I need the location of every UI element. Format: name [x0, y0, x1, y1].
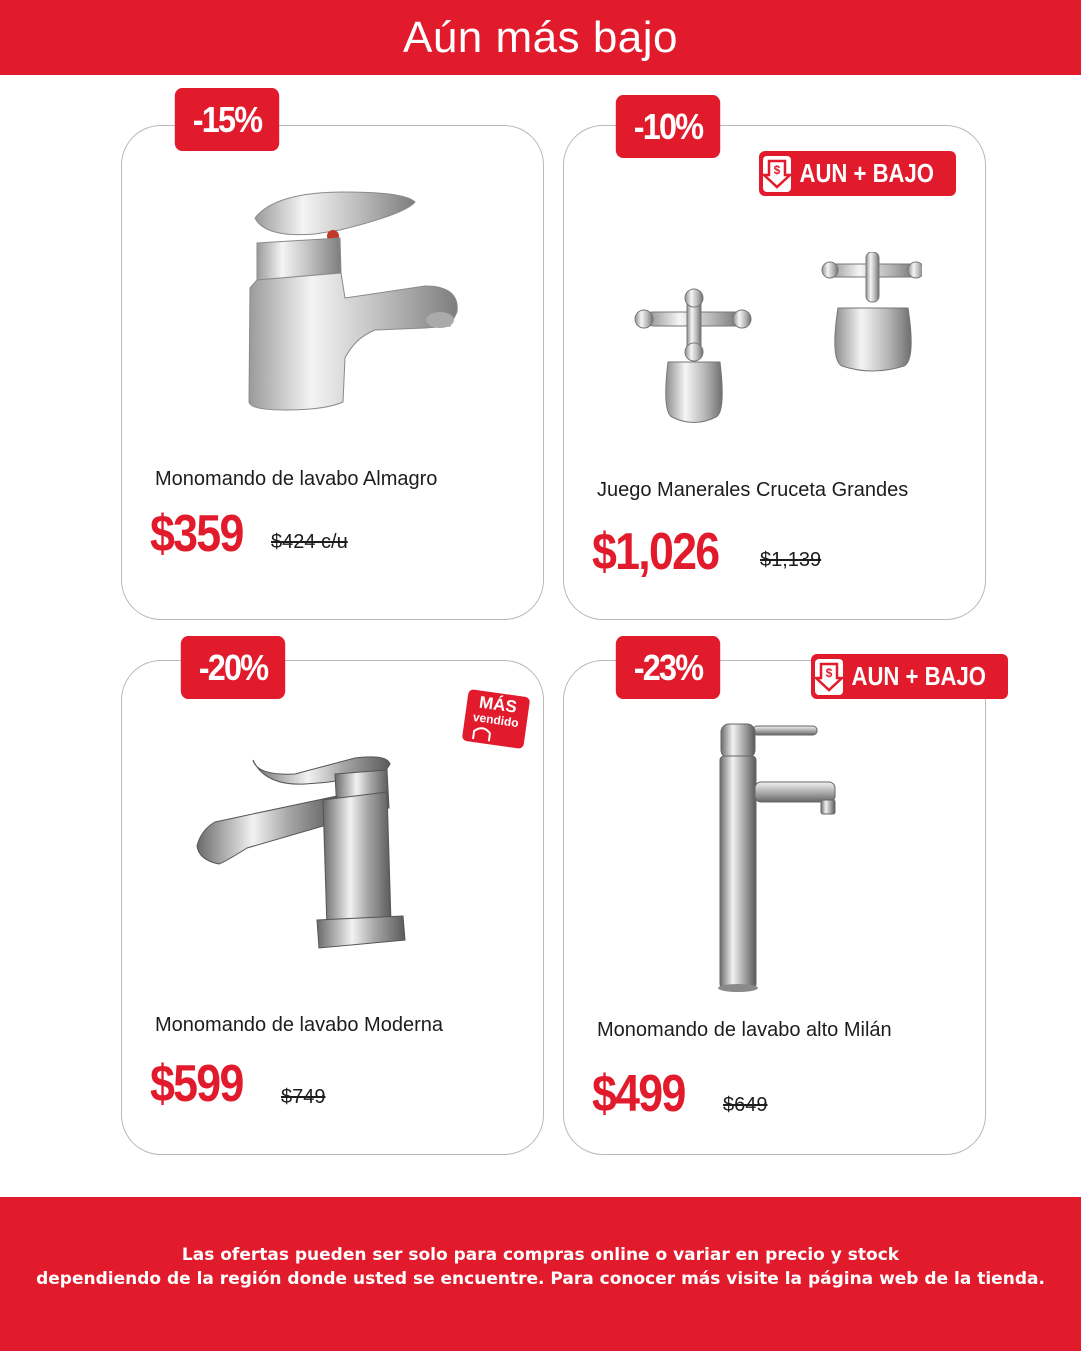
page-title: Aún más bajo: [402, 12, 679, 62]
aun-mas-bajo-label: AUN + BAJO: [799, 158, 934, 188]
aun-mas-bajo-label: AUN + BAJO: [851, 661, 986, 691]
mas-vendido-sticker: [458, 686, 533, 753]
price-down-icon: [763, 156, 791, 192]
old-price: $424 c/u: [271, 531, 348, 553]
old-price: $749: [281, 1086, 326, 1108]
modern-faucet-icon: [195, 752, 410, 952]
discount-badge: -10%: [616, 95, 720, 158]
sticker-line1: MÁS: [477, 692, 519, 717]
discount-badge: -23%: [616, 636, 720, 699]
svg-text:$: $: [825, 665, 833, 680]
price-down-icon: [815, 659, 843, 695]
old-price: $649: [723, 1094, 768, 1116]
disclaimer-line1: Las ofertas pueden ser solo para compras online o variar en precio y stock: [181, 1245, 900, 1265]
sticker-line2: vendido: [472, 709, 520, 731]
svg-text:$: $: [773, 162, 781, 177]
product-price: $499: [592, 1065, 685, 1123]
single-lever-faucet-icon: [245, 188, 465, 413]
product-name: Monomando de lavabo Moderna: [155, 1014, 443, 1036]
cross-handle-set-icon: [632, 252, 922, 432]
old-price: $1,139: [760, 549, 822, 571]
product-price: $359: [150, 505, 243, 563]
aun-mas-bajo-badge: [759, 151, 956, 196]
disclaimer-footer: [0, 1197, 1081, 1351]
disclaimer-line2: dependiendo de la región donde usted se encuentre. Para conocer más visite la página web de la tienda.: [36, 1269, 1045, 1289]
product-name: Monomando de lavabo alto Milán: [597, 1019, 892, 1041]
discount-badge: -15%: [175, 88, 279, 151]
product-price: $599: [150, 1055, 243, 1113]
product-name: Juego Manerales Cruceta Grandes: [597, 479, 909, 501]
product-name: Monomando de lavabo Almagro: [155, 468, 438, 490]
tall-faucet-icon: [715, 720, 840, 995]
discount-badge: -20%: [181, 636, 285, 699]
product-price: $1,026: [592, 523, 719, 581]
aun-mas-bajo-badge: [811, 654, 1008, 699]
page-header: [0, 0, 1081, 75]
